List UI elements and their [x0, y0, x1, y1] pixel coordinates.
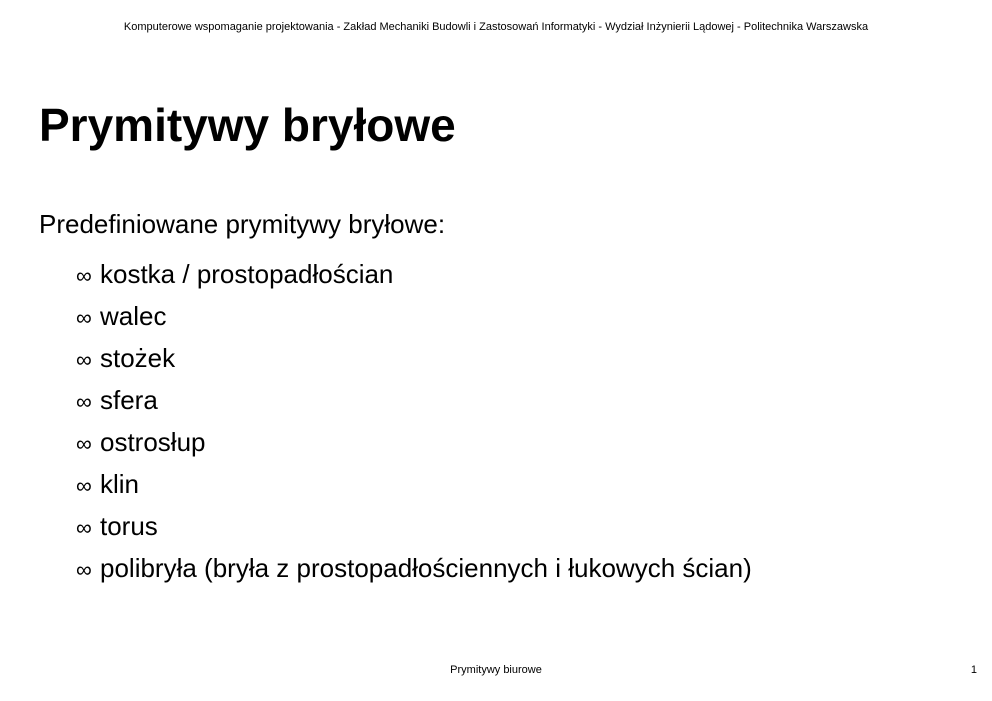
- infinity-bullet-icon: ∞: [76, 473, 92, 498]
- list-item-polibryla: [76, 550, 752, 592]
- list-item-label: kostka / prostopadłościan: [100, 259, 394, 289]
- infinity-bullet-icon: ∞: [76, 557, 92, 582]
- infinity-bullet-icon: ∞: [76, 305, 92, 330]
- slide-title: Prymitywy bryłowe: [39, 99, 456, 151]
- list-item-label: torus: [100, 511, 158, 541]
- footer-title: Prymitywy biurowe: [450, 664, 542, 676]
- document-header: Komputerowe wspomaganie projektowania - Zakład Mechaniki Budowli i Zastosowań Informatyki - Wydział Inżynierii Lądowej - Politechnika Warszawska: [123, 21, 869, 33]
- list-item-torus: [76, 508, 752, 550]
- list-item-label: stożek: [100, 343, 176, 373]
- list-item-walec: [76, 298, 752, 340]
- list-item-stozek: [76, 340, 752, 382]
- infinity-bullet-icon: ∞: [76, 263, 92, 288]
- primitive-list: [76, 256, 752, 592]
- list-item-label: klin: [100, 469, 140, 499]
- slide-intro-text: Predefiniowane prymitywy bryłowe:: [39, 209, 446, 239]
- infinity-bullet-icon: ∞: [76, 389, 92, 414]
- list-item-kostka: [76, 256, 752, 298]
- page-number: 1: [970, 664, 977, 676]
- list-item-sfera: [76, 382, 752, 424]
- list-item-label: polibryła (bryła z prostopadłościennych i łukowych ścian): [100, 553, 752, 583]
- infinity-bullet-icon: ∞: [76, 431, 92, 456]
- list-item-klin: [76, 466, 752, 508]
- infinity-bullet-icon: ∞: [76, 347, 92, 372]
- list-item-label: walec: [100, 301, 167, 331]
- list-item-label: sfera: [100, 385, 158, 415]
- infinity-bullet-icon: ∞: [76, 515, 92, 540]
- list-item-ostroslup: [76, 424, 752, 466]
- list-item-label: ostrosłup: [100, 427, 206, 457]
